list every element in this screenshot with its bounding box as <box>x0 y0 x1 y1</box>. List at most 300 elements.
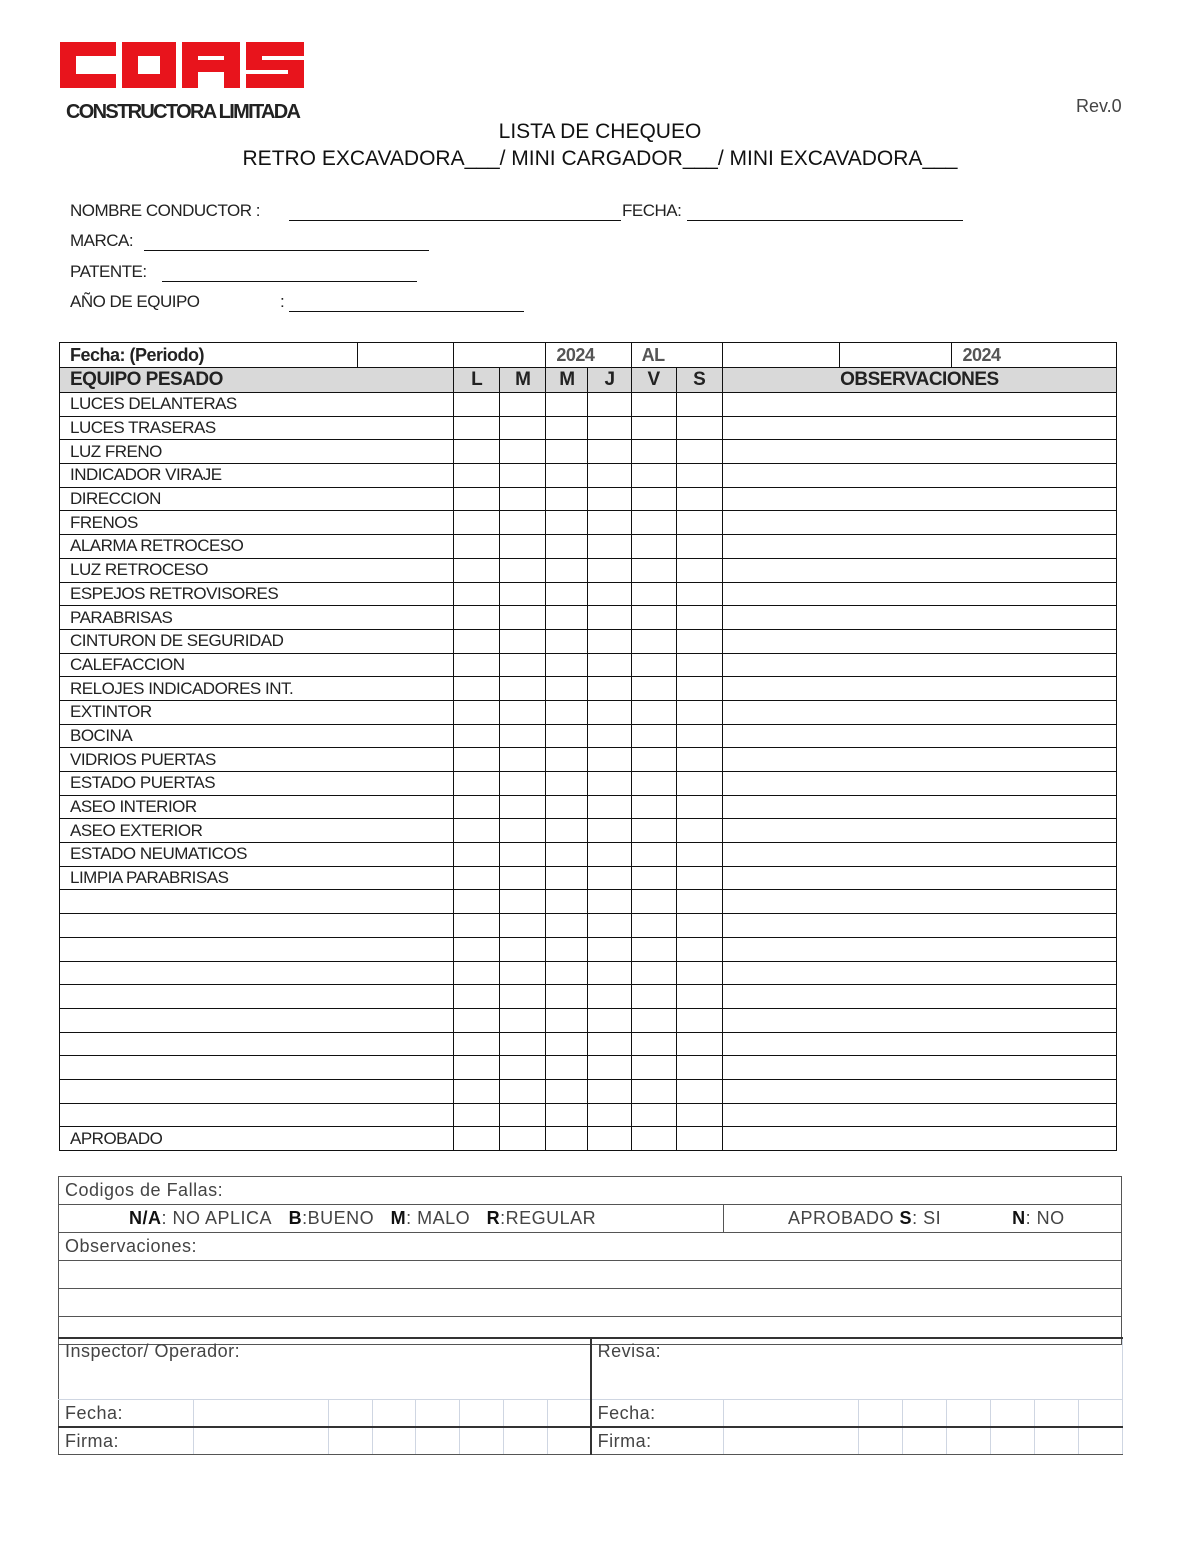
table-row <box>60 937 1117 961</box>
observation-cell[interactable] <box>722 985 1116 1009</box>
day-check-cell[interactable] <box>500 795 546 819</box>
day-check-cell[interactable] <box>676 1079 722 1103</box>
item-label: LUCES DELANTERAS <box>60 393 454 417</box>
observation-cell[interactable] <box>722 772 1116 796</box>
observation-cell[interactable] <box>722 677 1116 701</box>
observation-cell[interactable] <box>722 416 1116 440</box>
day-check-cell[interactable] <box>546 393 588 417</box>
day-check-cell[interactable] <box>546 464 588 488</box>
day-check-cell[interactable] <box>500 700 546 724</box>
item-label <box>60 1032 454 1056</box>
day-check-cell[interactable] <box>500 582 546 606</box>
day-check-cell[interactable] <box>500 724 546 748</box>
observation-cell[interactable] <box>722 535 1116 559</box>
day-check-cell[interactable] <box>546 1008 588 1032</box>
day-check-cell[interactable] <box>546 772 588 796</box>
day-check-cell[interactable] <box>546 535 588 559</box>
day-check-cell[interactable] <box>546 653 588 677</box>
day-check-cell[interactable] <box>546 724 588 748</box>
document-title: LISTA DE CHEQUEO <box>498 120 702 143</box>
period-cell[interactable] <box>840 343 952 368</box>
day-check-cell[interactable] <box>546 961 588 985</box>
day-check-cell[interactable] <box>500 819 546 843</box>
day-check-cell[interactable] <box>588 464 631 488</box>
day-check-cell[interactable] <box>676 724 722 748</box>
day-check-cell[interactable] <box>454 985 500 1009</box>
code-r-text: :REGULAR <box>500 1208 597 1228</box>
day-check-cell[interactable] <box>631 890 676 914</box>
day-check-cell[interactable] <box>631 558 676 582</box>
day-check-cell[interactable] <box>546 843 588 867</box>
day-check-cell[interactable] <box>588 511 631 535</box>
day-check-cell[interactable] <box>676 1127 722 1151</box>
day-check-cell[interactable] <box>454 393 500 417</box>
day-check-cell[interactable] <box>588 440 631 464</box>
day-check-cell[interactable] <box>546 819 588 843</box>
observaciones-label: Observaciones: <box>59 1233 1122 1261</box>
day-check-cell[interactable] <box>454 416 500 440</box>
day-check-cell[interactable] <box>631 700 676 724</box>
day-check-cell[interactable] <box>454 440 500 464</box>
day-check-cell[interactable] <box>546 606 588 630</box>
day-check-cell[interactable] <box>631 1127 676 1151</box>
day-check-cell[interactable] <box>500 890 546 914</box>
table-row <box>60 629 1117 653</box>
revision-label: Rev.0 <box>1076 96 1122 116</box>
day-check-cell[interactable] <box>588 985 631 1009</box>
day-check-cell[interactable] <box>546 558 588 582</box>
observation-cell[interactable] <box>722 890 1116 914</box>
day-check-cell[interactable] <box>631 535 676 559</box>
observation-cell[interactable] <box>722 1079 1116 1103</box>
table-row <box>60 1032 1117 1056</box>
item-label <box>60 1008 454 1032</box>
day-check-cell[interactable] <box>676 819 722 843</box>
revisa-fecha-field[interactable] <box>724 1400 859 1428</box>
day-check-cell[interactable] <box>588 677 631 701</box>
item-label <box>60 985 454 1009</box>
item-label: FRENOS <box>60 511 454 535</box>
day-check-cell[interactable] <box>588 772 631 796</box>
day-check-cell[interactable] <box>546 1079 588 1103</box>
day-check-cell[interactable] <box>676 535 722 559</box>
observaciones-line[interactable] <box>59 1261 1122 1289</box>
day-check-cell[interactable] <box>500 464 546 488</box>
item-label <box>60 1103 454 1127</box>
day-check-cell[interactable] <box>546 582 588 606</box>
day-check-cell[interactable] <box>500 1008 546 1032</box>
day-check-cell[interactable] <box>588 914 631 938</box>
day-check-cell[interactable] <box>500 1079 546 1103</box>
day-check-cell[interactable] <box>676 843 722 867</box>
company-logo <box>58 38 308 124</box>
day-check-cell[interactable] <box>631 440 676 464</box>
table-row <box>60 487 1117 511</box>
observation-cell[interactable] <box>722 464 1116 488</box>
day-check-cell[interactable] <box>454 772 500 796</box>
item-label: ASEO INTERIOR <box>60 795 454 819</box>
day-header: L <box>454 368 500 393</box>
item-label: VIDRIOS PUERTAS <box>60 748 454 772</box>
item-label: RELOJES INDICADORES INT. <box>60 677 454 701</box>
day-check-cell[interactable] <box>588 416 631 440</box>
day-check-cell[interactable] <box>454 866 500 890</box>
item-label: ESPEJOS RETROVISORES <box>60 582 454 606</box>
period-cell[interactable] <box>722 343 839 368</box>
item-label: ESTADO NEUMATICOS <box>60 843 454 867</box>
day-check-cell[interactable] <box>676 582 722 606</box>
observation-cell[interactable] <box>722 1032 1116 1056</box>
period-al: AL <box>631 343 722 368</box>
day-check-cell[interactable] <box>500 748 546 772</box>
day-check-cell[interactable] <box>500 843 546 867</box>
observation-cell[interactable] <box>722 1008 1116 1032</box>
day-check-cell[interactable] <box>546 700 588 724</box>
item-label <box>60 890 454 914</box>
day-check-cell[interactable] <box>454 558 500 582</box>
checklist-table <box>59 342 1117 1151</box>
day-check-cell[interactable] <box>631 843 676 867</box>
day-check-cell[interactable] <box>676 487 722 511</box>
day-check-cell[interactable] <box>588 653 631 677</box>
day-check-cell[interactable] <box>454 1103 500 1127</box>
day-header: M <box>546 368 588 393</box>
day-check-cell[interactable] <box>588 629 631 653</box>
logo-subtitle: CONSTRUCTORA LIMITADA <box>66 101 302 123</box>
item-label: ALARMA RETROCESO <box>60 535 454 559</box>
observaciones-line[interactable] <box>59 1289 1122 1317</box>
day-check-cell[interactable] <box>588 1079 631 1103</box>
day-check-cell[interactable] <box>631 961 676 985</box>
day-check-cell[interactable] <box>676 748 722 772</box>
day-check-cell[interactable] <box>546 511 588 535</box>
day-check-cell[interactable] <box>676 653 722 677</box>
inspector-fecha-field[interactable] <box>194 1400 329 1428</box>
marca-field[interactable] <box>144 250 429 251</box>
day-check-cell[interactable] <box>500 558 546 582</box>
day-check-cell[interactable] <box>631 606 676 630</box>
observation-cell[interactable] <box>722 487 1116 511</box>
revisa-firma-field[interactable] <box>724 1427 859 1455</box>
day-check-cell[interactable] <box>500 961 546 985</box>
item-label <box>60 914 454 938</box>
day-check-cell[interactable] <box>588 1127 631 1151</box>
day-check-cell[interactable] <box>588 890 631 914</box>
code-m-text: : MALO <box>406 1208 471 1228</box>
day-check-cell[interactable] <box>676 937 722 961</box>
day-check-cell[interactable] <box>676 1103 722 1127</box>
day-check-cell[interactable] <box>454 748 500 772</box>
day-check-cell[interactable] <box>676 1056 722 1080</box>
table-row <box>60 606 1117 630</box>
day-check-cell[interactable] <box>546 985 588 1009</box>
inspector-fecha-label: Fecha: <box>59 1400 194 1428</box>
day-check-cell[interactable] <box>631 653 676 677</box>
day-check-cell[interactable] <box>546 937 588 961</box>
day-check-cell[interactable] <box>631 582 676 606</box>
day-check-cell[interactable] <box>500 866 546 890</box>
day-check-cell[interactable] <box>500 393 546 417</box>
day-check-cell[interactable] <box>454 819 500 843</box>
day-check-cell[interactable] <box>631 1103 676 1127</box>
day-check-cell[interactable] <box>588 1056 631 1080</box>
day-check-cell[interactable] <box>588 748 631 772</box>
observation-cell[interactable] <box>722 582 1116 606</box>
day-check-cell[interactable] <box>454 1079 500 1103</box>
day-check-cell[interactable] <box>631 985 676 1009</box>
patente-field[interactable] <box>162 281 417 282</box>
day-check-cell[interactable] <box>631 1008 676 1032</box>
item-label: ESTADO PUERTAS <box>60 772 454 796</box>
day-check-cell[interactable] <box>676 677 722 701</box>
observation-cell[interactable] <box>722 629 1116 653</box>
day-check-cell[interactable] <box>588 961 631 985</box>
day-check-cell[interactable] <box>631 937 676 961</box>
table-row <box>60 1079 1117 1103</box>
day-check-cell[interactable] <box>631 819 676 843</box>
col-observaciones-header: OBSERVACIONES <box>722 368 1116 393</box>
observation-cell[interactable] <box>722 724 1116 748</box>
observation-cell[interactable] <box>722 606 1116 630</box>
day-check-cell[interactable] <box>500 1056 546 1080</box>
day-check-cell[interactable] <box>454 606 500 630</box>
day-check-cell[interactable] <box>546 440 588 464</box>
day-check-cell[interactable] <box>546 890 588 914</box>
day-check-cell[interactable] <box>454 961 500 985</box>
day-check-cell[interactable] <box>546 866 588 890</box>
day-check-cell[interactable] <box>546 1103 588 1127</box>
day-check-cell[interactable] <box>454 653 500 677</box>
day-check-cell[interactable] <box>546 416 588 440</box>
day-check-cell[interactable] <box>500 677 546 701</box>
day-check-cell[interactable] <box>676 629 722 653</box>
day-check-cell[interactable] <box>676 985 722 1009</box>
observation-cell[interactable] <box>722 511 1116 535</box>
observation-cell[interactable] <box>722 393 1116 417</box>
day-check-cell[interactable] <box>676 416 722 440</box>
day-check-cell[interactable] <box>631 416 676 440</box>
table-row <box>60 416 1117 440</box>
day-check-cell[interactable] <box>588 700 631 724</box>
observation-cell[interactable] <box>722 700 1116 724</box>
table-row <box>60 1056 1117 1080</box>
day-check-cell[interactable] <box>500 1103 546 1127</box>
day-check-cell[interactable] <box>454 843 500 867</box>
day-check-cell[interactable] <box>500 416 546 440</box>
item-label: PARABRISAS <box>60 606 454 630</box>
observation-cell[interactable] <box>722 937 1116 961</box>
table-row <box>60 393 1117 417</box>
day-check-cell[interactable] <box>676 606 722 630</box>
day-check-cell[interactable] <box>454 1032 500 1056</box>
day-check-cell[interactable] <box>546 914 588 938</box>
day-check-cell[interactable] <box>588 795 631 819</box>
day-check-cell[interactable] <box>676 393 722 417</box>
day-header: S <box>676 368 722 393</box>
day-check-cell[interactable] <box>631 511 676 535</box>
day-check-cell[interactable] <box>676 914 722 938</box>
observation-cell[interactable] <box>722 795 1116 819</box>
observation-cell[interactable] <box>722 866 1116 890</box>
day-check-cell[interactable] <box>676 961 722 985</box>
observation-cell[interactable] <box>722 843 1116 867</box>
observation-cell[interactable] <box>722 1103 1116 1127</box>
day-check-cell[interactable] <box>500 606 546 630</box>
observation-cell[interactable] <box>722 819 1116 843</box>
day-check-cell[interactable] <box>631 1032 676 1056</box>
day-check-cell[interactable] <box>631 464 676 488</box>
day-check-cell[interactable] <box>676 890 722 914</box>
table-row <box>60 677 1117 701</box>
anio-field[interactable] <box>289 311 524 312</box>
item-label <box>60 1056 454 1080</box>
day-check-cell[interactable] <box>676 795 722 819</box>
observation-cell[interactable] <box>722 1127 1116 1151</box>
day-check-cell[interactable] <box>676 1008 722 1032</box>
day-check-cell[interactable] <box>588 487 631 511</box>
day-check-cell[interactable] <box>546 748 588 772</box>
day-check-cell[interactable] <box>631 629 676 653</box>
observation-cell[interactable] <box>722 914 1116 938</box>
day-check-cell[interactable] <box>631 795 676 819</box>
day-check-cell[interactable] <box>500 937 546 961</box>
day-check-cell[interactable] <box>676 866 722 890</box>
day-check-cell[interactable] <box>676 700 722 724</box>
day-check-cell[interactable] <box>500 653 546 677</box>
observation-cell[interactable] <box>722 748 1116 772</box>
day-check-cell[interactable] <box>676 511 722 535</box>
table-row <box>60 582 1117 606</box>
observation-cell[interactable] <box>722 440 1116 464</box>
table-row <box>60 511 1117 535</box>
day-check-cell[interactable] <box>588 606 631 630</box>
day-check-cell[interactable] <box>588 1008 631 1032</box>
day-check-cell[interactable] <box>676 464 722 488</box>
day-check-cell[interactable] <box>631 914 676 938</box>
day-check-cell[interactable] <box>454 677 500 701</box>
period-cell[interactable] <box>454 343 546 368</box>
day-check-cell[interactable] <box>631 487 676 511</box>
day-check-cell[interactable] <box>676 440 722 464</box>
day-check-cell[interactable] <box>454 890 500 914</box>
day-check-cell[interactable] <box>631 677 676 701</box>
day-check-cell[interactable] <box>454 1056 500 1080</box>
day-check-cell[interactable] <box>631 724 676 748</box>
day-check-cell[interactable] <box>500 535 546 559</box>
document-subtitle: RETRO EXCAVADORA___/ MINI CARGADOR___/ MINI EXCAVADORA___ <box>242 147 958 170</box>
day-check-cell[interactable] <box>454 937 500 961</box>
day-check-cell[interactable] <box>588 724 631 748</box>
table-row <box>60 819 1117 843</box>
day-check-cell[interactable] <box>631 772 676 796</box>
table-row <box>60 464 1117 488</box>
day-check-cell[interactable] <box>500 629 546 653</box>
day-check-cell[interactable] <box>454 700 500 724</box>
day-check-cell[interactable] <box>631 1079 676 1103</box>
table-row <box>60 653 1117 677</box>
day-check-cell[interactable] <box>676 558 722 582</box>
day-check-cell[interactable] <box>546 487 588 511</box>
day-check-cell[interactable] <box>588 393 631 417</box>
item-label: LUZ FRENO <box>60 440 454 464</box>
day-check-cell[interactable] <box>500 440 546 464</box>
day-check-cell[interactable] <box>500 985 546 1009</box>
observation-cell[interactable] <box>722 558 1116 582</box>
day-check-cell[interactable] <box>500 511 546 535</box>
period-cell[interactable] <box>357 343 453 368</box>
day-check-cell[interactable] <box>588 558 631 582</box>
day-check-cell[interactable] <box>588 535 631 559</box>
day-check-cell[interactable] <box>454 914 500 938</box>
day-check-cell[interactable] <box>676 1032 722 1056</box>
signature-table <box>58 1337 1123 1455</box>
day-check-cell[interactable] <box>588 819 631 843</box>
day-check-cell[interactable] <box>454 629 500 653</box>
day-check-cell[interactable] <box>500 1032 546 1056</box>
day-check-cell[interactable] <box>454 724 500 748</box>
day-check-cell[interactable] <box>546 1032 588 1056</box>
day-check-cell[interactable] <box>546 677 588 701</box>
codes-table <box>58 1176 1122 1345</box>
day-check-cell[interactable] <box>546 629 588 653</box>
day-check-cell[interactable] <box>500 772 546 796</box>
fecha-field[interactable] <box>687 220 963 221</box>
day-check-cell[interactable] <box>588 843 631 867</box>
day-check-cell[interactable] <box>454 535 500 559</box>
day-check-cell[interactable] <box>454 1008 500 1032</box>
item-label: DIRECCION <box>60 487 454 511</box>
day-check-cell[interactable] <box>588 1103 631 1127</box>
item-label: CINTURON DE SEGURIDAD <box>60 629 454 653</box>
day-check-cell[interactable] <box>454 582 500 606</box>
day-check-cell[interactable] <box>631 866 676 890</box>
code-b-key: B <box>288 1208 303 1228</box>
code-n-key: N <box>1012 1208 1026 1228</box>
day-check-cell[interactable] <box>546 1056 588 1080</box>
item-label <box>60 1079 454 1103</box>
day-check-cell[interactable] <box>454 795 500 819</box>
day-check-cell[interactable] <box>631 1056 676 1080</box>
inspector-firma-field[interactable] <box>194 1427 329 1455</box>
day-check-cell[interactable] <box>546 1127 588 1151</box>
anio-colon: : <box>280 292 285 311</box>
table-row <box>60 961 1117 985</box>
day-check-cell[interactable] <box>454 1127 500 1151</box>
period-label: Fecha: (Periodo) <box>60 343 358 368</box>
day-check-cell[interactable] <box>500 487 546 511</box>
observation-cell[interactable] <box>722 961 1116 985</box>
day-check-cell[interactable] <box>454 464 500 488</box>
item-label: EXTINTOR <box>60 700 454 724</box>
day-check-cell[interactable] <box>676 772 722 796</box>
day-check-cell[interactable] <box>631 748 676 772</box>
day-check-cell[interactable] <box>588 937 631 961</box>
revisa-firma-label: Firma: <box>591 1427 724 1455</box>
day-check-cell[interactable] <box>631 393 676 417</box>
item-label: BOCINA <box>60 724 454 748</box>
day-check-cell[interactable] <box>500 1127 546 1151</box>
day-check-cell[interactable] <box>454 487 500 511</box>
day-check-cell[interactable] <box>500 914 546 938</box>
day-check-cell[interactable] <box>454 511 500 535</box>
conductor-field[interactable] <box>289 220 621 221</box>
day-check-cell[interactable] <box>588 866 631 890</box>
day-check-cell[interactable] <box>588 582 631 606</box>
day-check-cell[interactable] <box>588 1032 631 1056</box>
day-check-cell[interactable] <box>546 795 588 819</box>
observation-cell[interactable] <box>722 1056 1116 1080</box>
observation-cell[interactable] <box>722 653 1116 677</box>
